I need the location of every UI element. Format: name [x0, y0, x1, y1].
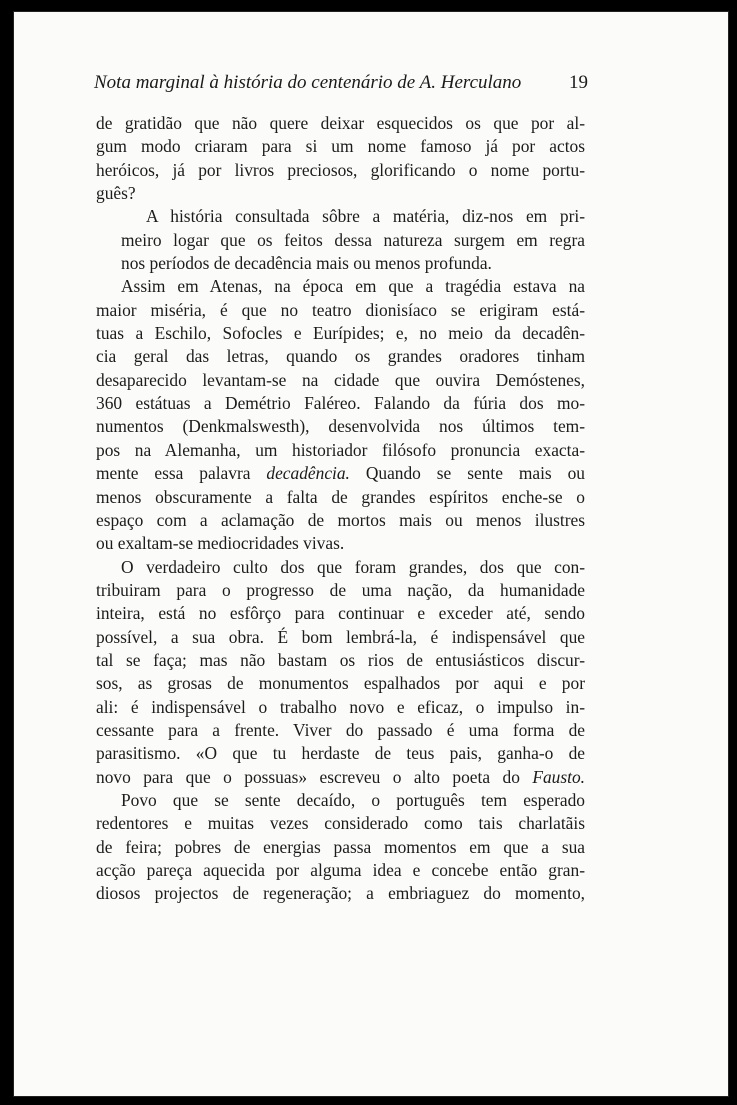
text-line: Povo que se sente decaído, o português tem esperado: [121, 789, 585, 810]
text-line: Assim em Atenas, na época em que a tragédia estava na: [121, 276, 585, 297]
text-line: tuas a Eschilo, Sofocles e Eurípides; e, no meio da decadên-: [96, 323, 585, 344]
running-title: Nota marginal à história do centenário de A. Herculano: [94, 72, 522, 93]
running-header: [94, 72, 588, 94]
text-line: gum modo criaram para si um nome famoso já por actos: [96, 136, 585, 157]
text-line: parasitismo. «O que tu herdaste de teus pais, ganha-o de: [96, 743, 585, 764]
paragraph-2: [96, 205, 585, 275]
text-line: maior miséria, é que no teatro dionisíaco se erigiram está-: [96, 299, 585, 320]
text-line: numentos (Denkmalswesth), desenvolvida nos últimos tem-: [96, 416, 585, 437]
text-line: nos períodos de decadência mais ou menos profunda.: [121, 253, 492, 274]
text-line: A história consultada sôbre a matéria, diz-nos em pri-: [146, 206, 585, 227]
paragraph-5: [96, 789, 585, 906]
text-line: de gratidão que não quere deixar esquecidos os que por al-: [96, 113, 585, 133]
text-segment: Quando se sente mais ou: [349, 463, 585, 484]
text-line-with-italic: [96, 462, 585, 485]
text-line: cessante para a frente. Viver do passado é uma forma de: [96, 719, 585, 740]
text-line: inteira, está no esfôrço para continuar e exceder até, sendo: [96, 603, 585, 624]
page-number: 19: [569, 72, 588, 93]
italic-word: decadência.: [266, 463, 350, 484]
book-page: [13, 11, 729, 1097]
text-line: guês?: [96, 183, 136, 204]
text-line: meiro logar que os feitos dessa natureza surgem em regra: [121, 229, 585, 250]
text-segment: mente essa palavra: [96, 463, 267, 484]
text-line: espaço com a aclamação de mortos mais ou menos ilustres: [96, 509, 585, 530]
text-line: cia geral das letras, quando os grandes oradores tinham: [96, 346, 585, 367]
text-line: ali: é indispensável o trabalho novo e eficaz, o impulso in-: [96, 696, 585, 717]
text-line: tal se faça; mas não bastam os rios de entusiásticos discur-: [96, 649, 585, 670]
italic-word: Fausto.: [532, 766, 585, 787]
body-text: [96, 112, 585, 906]
text-line: menos obscuramente a falta de grandes espíritos enche-se o: [96, 486, 585, 507]
text-line: tribuiram para o progresso de uma nação, da humanidade: [96, 579, 585, 600]
text-line: diosos projectos de regeneração; a embriaguez do momento,: [96, 883, 585, 904]
paragraph-1: [96, 112, 585, 205]
paragraph-4: [96, 556, 585, 789]
text-line-with-italic: [96, 766, 585, 789]
paragraph-3: [96, 275, 585, 555]
text-line: pos na Alemanha, um historiador filósofo pronuncia exacta-: [96, 439, 585, 460]
text-line: 360 estátuas a Demétrio Faléreo. Falando da fúria dos mo-: [96, 393, 585, 414]
text-line: sos, as grosas de monumentos espalhados por aqui e por: [96, 673, 585, 694]
text-line: de feira; pobres de energias passa momentos em que a sua: [96, 836, 585, 857]
text-line: acção pareça aquecida por alguma idea e concebe então gran-: [96, 860, 585, 880]
text-line: O verdadeiro culto dos que foram grandes, dos que con-: [121, 556, 585, 577]
text-line: heróicos, já por livros preciosos, glorificando o nome portu-: [96, 159, 585, 180]
text-line: possível, a sua obra. É bom lembrá-la, é indispensável que: [96, 626, 585, 647]
text-line: desaparecido levantam-se na cidade que ouvira Demóstenes,: [96, 369, 585, 390]
text-line: ou exaltam-se mediocridades vivas.: [96, 533, 345, 554]
text-segment: novo para que o possuas» escreveu o alto poeta do: [96, 766, 533, 787]
text-line: redentores e muitas vezes considerado como tais charlatãis: [96, 813, 585, 834]
